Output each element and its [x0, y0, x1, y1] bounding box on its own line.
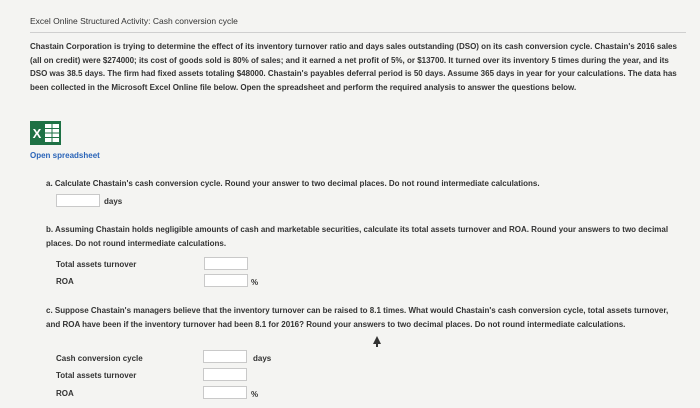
total-assets-turnover-input-c[interactable] — [203, 368, 247, 381]
ccc-label-c: Cash conversion cycle — [56, 354, 143, 363]
problem-intro: Chastain Corporation is trying to determine the effect of its inventory turnover ratio and days sales outstanding (DSO) on its cash conversion cycle. Chastain's 2016 sales (all on credit) were $274000; its cost of goods sold is 80% of sales; and it earned a net profit of 5%, or $13700. It turned over its inventory 5 times during the year, and its DSO was 38.5 days. The firm had fixed assets totaling $48000. Chastain's payables deferral period is 50 days. Assume 365 days in year for your calculations. The data has been collected in the Microsoft Excel Online file below. Open the spreadsheet and perform the required analysis to answer the questions below. — [30, 42, 677, 92]
roa-label-c: ROA — [56, 389, 74, 398]
excel-icon[interactable] — [30, 121, 61, 145]
ccc-unit-c: days — [253, 354, 272, 363]
question-c: c. Suppose Chastain's managers believe that the inventory turnover can be raised to 8.1 times. What would Chastain's cash conversion cycle, total assets turnover, and ROA have been if the inventory turnover had been 8.1 for 2016? Round your answers to two decimal places. Do not round intermediate calculations. — [46, 306, 669, 329]
question-b: b. Assuming Chastain holds negligible amounts of cash and marketable securities, calculate its total assets turnover and ROA. Round your answers to two decimal places. Do not round intermediate calculations. — [46, 225, 669, 248]
mouse-cursor-icon — [373, 336, 381, 344]
title-divider — [30, 32, 686, 33]
excel-icon-letter: X — [32, 126, 42, 141]
ccc-unit-a: days — [104, 197, 123, 206]
open-spreadsheet-link[interactable]: Open spreadsheet — [30, 151, 100, 160]
roa-input-c[interactable] — [203, 386, 247, 399]
page-title: Excel Online Structured Activity: Cash conversion cycle — [30, 16, 238, 26]
question-a: a. Calculate Chastain's cash conversion cycle. Round your answer to two decimal places. Do not round intermediate calculations. — [46, 179, 540, 188]
total-assets-turnover-input-b[interactable] — [204, 257, 248, 270]
ccc-input-a[interactable] — [56, 194, 100, 207]
total-assets-turnover-label-c: Total assets turnover — [56, 371, 137, 380]
roa-label-b: ROA — [56, 277, 74, 286]
roa-unit-c: % — [251, 390, 259, 399]
ccc-input-c[interactable] — [203, 350, 247, 363]
roa-unit-b: % — [251, 278, 259, 287]
roa-input-b[interactable] — [204, 274, 248, 287]
total-assets-turnover-label-b: Total assets turnover — [56, 260, 137, 269]
